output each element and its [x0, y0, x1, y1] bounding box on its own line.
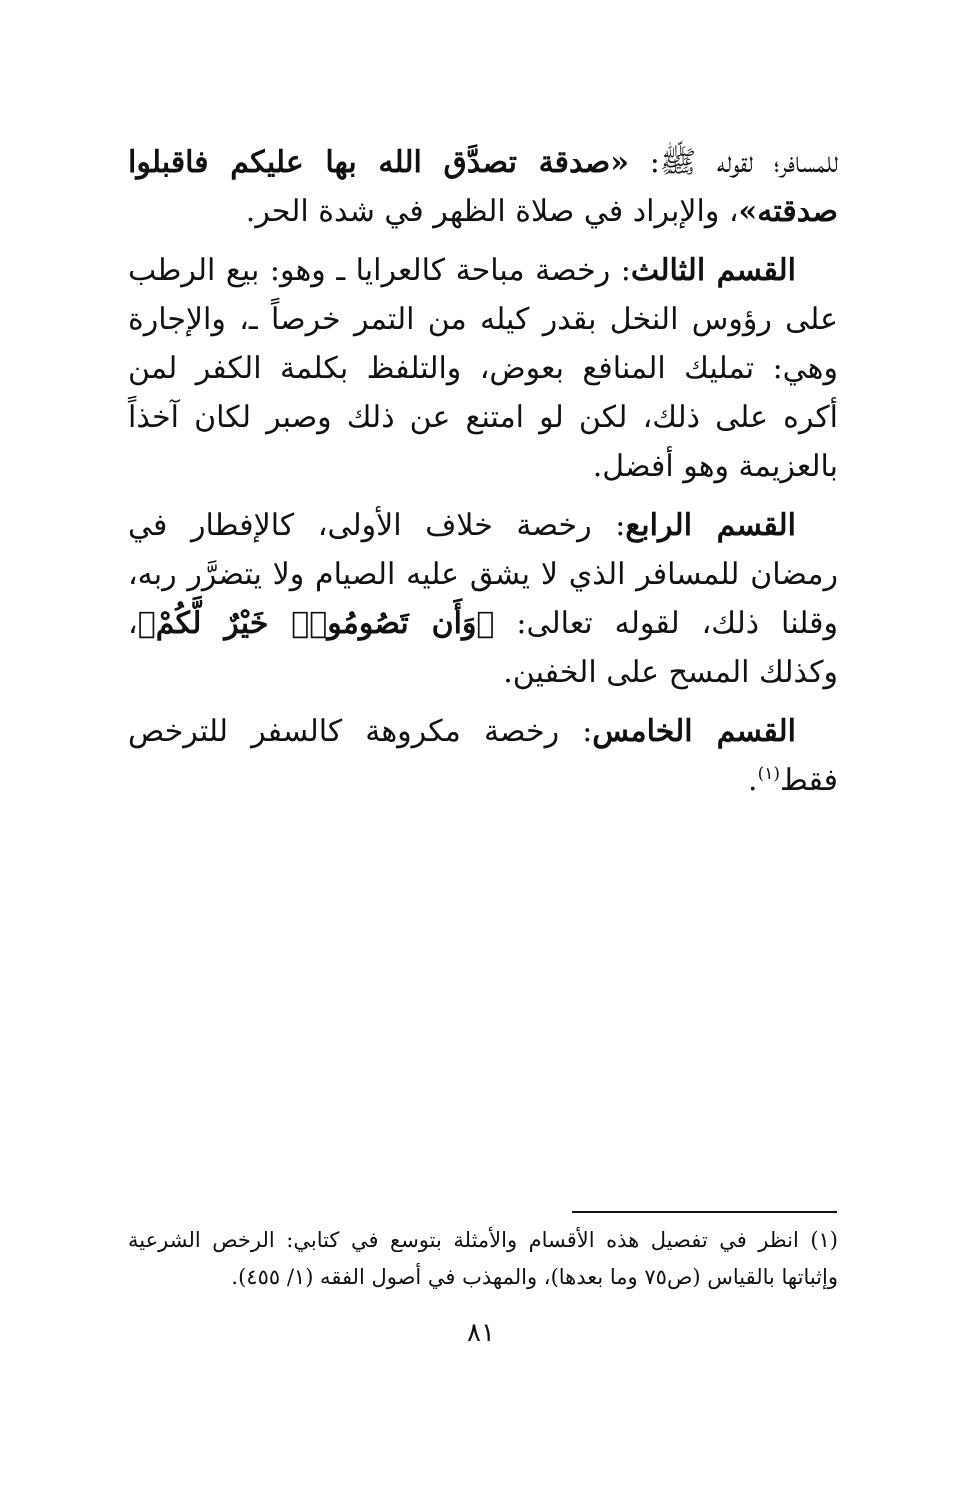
- section-3-text: : رخصة مباحة كالعرايا ـ وهو: بيع الرطب على رؤوس النخل بقدر كيله من التمر خرصاً ـ، والإجارة وهي: تمليك المنافع بعوض، والتلفظ بكلمة الكفر لمن أكره على ذلك، لكن لو امتنع عن ذلك وصبر لكان آخذاً بالعزيمة وهو أفضل.: [128, 253, 838, 484]
- footnote-reference[interactable]: (١): [757, 764, 780, 784]
- section-4-heading: القسم الرابع: [625, 508, 796, 543]
- section-3-heading: القسم الثالث: [630, 253, 797, 288]
- hadith-quote: «صدقة تصدَّق الله بها عليكم فاقبلوا صدقته»: [128, 145, 838, 229]
- paragraph-section-4: [128, 501, 838, 697]
- paragraph-section-3: [128, 246, 838, 491]
- section-5-end: .: [748, 763, 758, 798]
- paragraph-section-5: [128, 707, 838, 805]
- footnote-divider: [572, 1211, 837, 1213]
- footnote: (١) انظر في تفصيل هذه الأقسام والأمثلة بتوسع في كتابي: الرخص الشرعية وإثباتها بالقياس (ص٧٥ وما بعدها)، والمهذب في أصول الفقه (١/ ٤٥٥).: [128, 1228, 838, 1289]
- paragraph-1: [128, 138, 838, 236]
- section-4-text: : رخصة خلاف الأولى، كالإفطار في رمضان للمسافر الذي لا يشق عليه الصيام ولا يتضرَّر ربه، وقلنا ذلك، لقوله تعالى:: [128, 508, 839, 641]
- section-5-text: : رخصة مكروهة كالسفر للترخص فقط: [128, 714, 838, 798]
- section-5-heading: القسم الخامس: [592, 714, 796, 749]
- quran-verse: ﴿وَأَن تَصُومُوا۟ خَيْرٌ لَّكُمْ﴾: [137, 606, 495, 641]
- main-text: [128, 138, 838, 815]
- page-number: ٨١: [467, 1318, 495, 1348]
- section-4-tail: ، وكذلك المسح على الخفين.: [128, 606, 838, 690]
- paragraph-1-tail: ، والإبراد في صلاة الظهر في شدة الحر.: [245, 194, 739, 229]
- paragraph-1-lead: للمسافر؛ لقوله ﷺ:: [629, 145, 839, 180]
